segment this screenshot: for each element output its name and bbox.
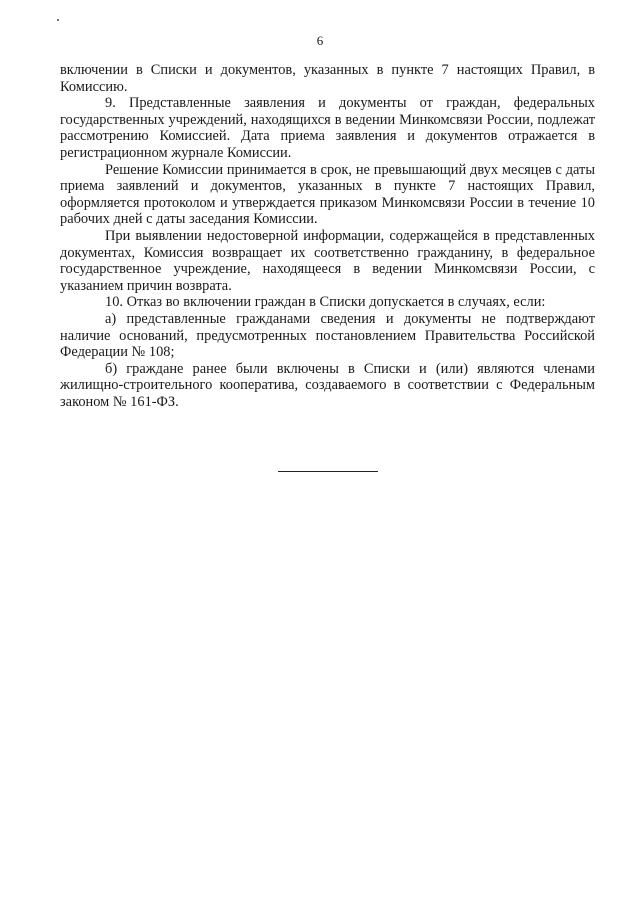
paragraph-item-10: 10. Отказ во включении граждан в Списки допускается в случаях, если:: [105, 294, 546, 311]
paragraph-invalid-information: При выявлении недостоверной информации, содержащейся в представленных документах, Комиссия возвращает их соответственно гражданину, в федеральное государственное учреждение, находящееся в ведении Минкомсвязи России, с указанием причин возврата.: [60, 227, 595, 294]
page-number: 6: [316, 33, 324, 48]
paragraph-item-10-b: б) граждане ранее были включены в Списки и (или) являются членами жилищно-строительного кооператива, создаваемого в соответствии с Федеральным законом № 161-ФЗ.: [60, 360, 595, 410]
paragraph-item-9: 9. Представленные заявления и документы от граждан, федеральных государственных учреждений, находящихся в ведении Минкомсвязи России, подлежат рассмотрению Комиссией. Дата приема заявления и документов отражается в регистрационном журнале Комиссии.: [60, 95, 595, 161]
paragraph-continuation: включении в Списки и документов, указанных в пункте 7 настоящих Правил, в Комиссию.: [60, 62, 595, 95]
paragraph-item-10-a: а) представленные гражданами сведения и документы не подтверждают наличие оснований, предусмотренных постановлением Правительства Российской Федерации № 108;: [60, 310, 595, 361]
paragraph-commission-decision: Решение Комиссии принимается в срок, не превышающий двух месяцев с даты приема заявлений и документов, указанных в пункте 7 настоящих Правил, оформляется протоколом и утверждается приказом Минкомсвязи России в течение 10 рабочих дней с даты заседания Комиссии.: [60, 161, 595, 228]
document-body: [60, 62, 595, 410]
end-divider-line: [278, 471, 378, 472]
scan-speck: [57, 19, 59, 21]
